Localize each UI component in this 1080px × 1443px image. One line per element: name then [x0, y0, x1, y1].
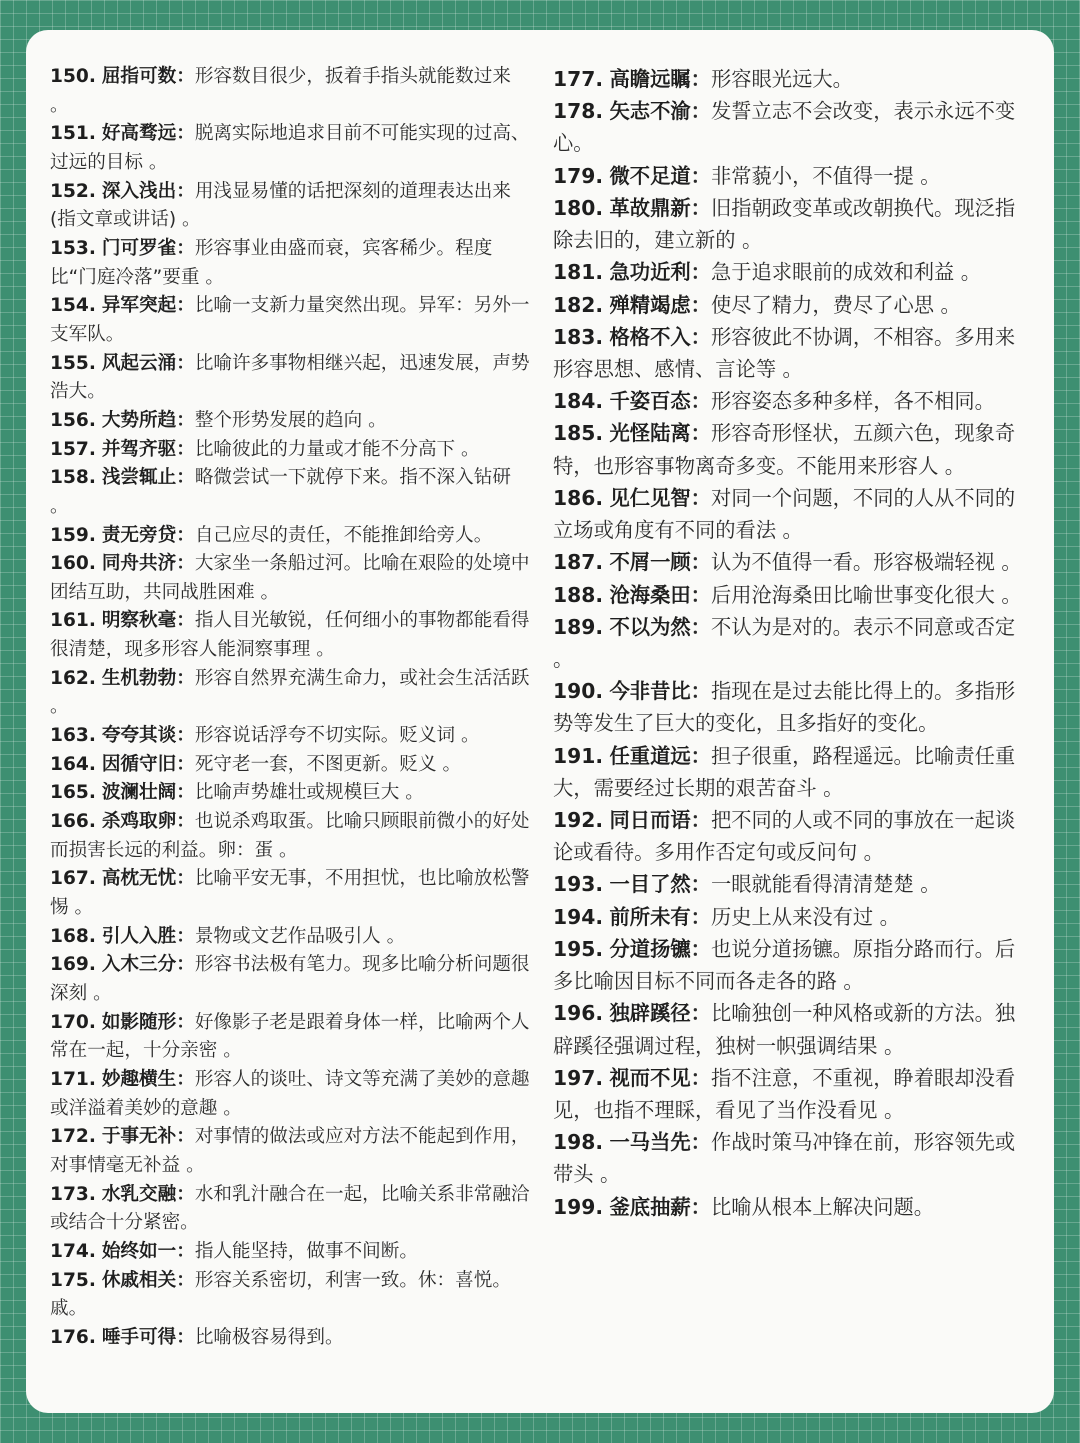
- idiom-definition: 形容人的谈吐、诗文等充满了美妙的意趣或洋溢着美妙的意趣 。: [50, 1068, 530, 1119]
- idiom-definition: 好像影子老是跟着身体一样，比喻两个人常在一起，十分亲密 。: [50, 1011, 530, 1062]
- idiom-entry: [553, 579, 1023, 611]
- idiom-definition: 比喻声势雄壮或规模巨大 。: [194, 782, 424, 804]
- idiom-definition: 后用沧海桑田比喻世事变化很大 。: [710, 582, 1022, 607]
- idiom-word: 革故鼎新: [609, 195, 691, 220]
- idiom-entry: [50, 1181, 530, 1238]
- idiom-word: 杀鸡取卵: [101, 811, 177, 833]
- entry-colon: ：: [176, 1068, 195, 1090]
- entry-colon: ：: [690, 1194, 711, 1219]
- idiom-definition: 景物或文艺作品吸引人 。: [194, 925, 406, 947]
- idiom-definition: 旧指朝政变革或改朝换代。现泛指除去旧的，建立新的 。: [553, 195, 1016, 253]
- idiom-entry: [553, 256, 1023, 288]
- idiom-entry: [553, 997, 1023, 1061]
- entry-colon: ：: [176, 782, 195, 804]
- idiom-entry: [50, 923, 530, 952]
- idiom-word: 分道扬镳: [609, 936, 691, 961]
- entry-number: 151.: [50, 123, 96, 145]
- idiom-word: 同舟共济: [101, 553, 177, 575]
- idiom-entry: [553, 1126, 1023, 1190]
- idiom-entry: [553, 1062, 1023, 1126]
- entry-colon: ：: [176, 352, 195, 374]
- entry-colon: ：: [176, 66, 195, 87]
- entry-number: 182.: [553, 292, 604, 317]
- idiom-entry: [50, 63, 530, 120]
- entry-number: 185.: [553, 421, 604, 446]
- idiom-word: 如影随形: [101, 1011, 177, 1033]
- idiom-entry: [553, 321, 1023, 385]
- idiom-entry: [553, 417, 1023, 481]
- idiom-entry: [50, 1123, 530, 1180]
- entry-number: 152.: [50, 180, 96, 202]
- entry-number: 169.: [50, 954, 96, 976]
- idiom-word: 屈指可数: [101, 66, 177, 87]
- entry-number: 163.: [50, 725, 96, 747]
- entry-number: 170.: [50, 1011, 96, 1033]
- entry-number: 158.: [50, 467, 96, 489]
- entry-number: 195.: [553, 936, 604, 961]
- idiom-word: 矢志不渝: [609, 99, 691, 124]
- entry-colon: ：: [690, 550, 711, 575]
- idiom-word: 同日而语: [609, 808, 691, 833]
- entry-number: 167.: [50, 868, 96, 890]
- entry-number: 172.: [50, 1126, 96, 1148]
- idiom-list-right: [553, 63, 1023, 1223]
- idiom-definition: 比喻平安无事，不用担忧，也比喻放松警惕 。: [50, 868, 530, 919]
- idiom-word: 始终如一: [101, 1240, 177, 1262]
- idiom-definition: 形容数目很少，扳着手指头就能数过来 。: [50, 66, 511, 116]
- idiom-word: 门可罗雀: [101, 237, 177, 259]
- idiom-word: 妙趣横生: [101, 1068, 177, 1090]
- idiom-word: 任重道远: [609, 743, 691, 768]
- idiom-word: 不屑一顾: [609, 550, 691, 575]
- entry-number: 171.: [50, 1068, 96, 1090]
- idiom-entry: [553, 63, 1023, 95]
- idiom-definition: 形容奇形怪状，五颜六色，现象奇特，也形容事物离奇多变。不能用来形容人 。: [553, 421, 1016, 478]
- entry-colon: ：: [176, 753, 195, 775]
- idiom-definition: 自己应尽的责任，不能推卸给旁人。: [194, 524, 493, 546]
- entry-number: 193.: [553, 872, 604, 897]
- entry-colon: ：: [690, 421, 711, 446]
- entry-number: 157.: [50, 438, 96, 460]
- entry-colon: ：: [176, 667, 195, 689]
- idiom-word: 并驾齐驱: [101, 438, 177, 460]
- entry-colon: ：: [690, 1001, 711, 1026]
- entry-number: 176.: [50, 1326, 96, 1348]
- idiom-word: 殚精竭虑: [609, 292, 691, 317]
- idiom-definition: 认为不值得一看。形容极端轻视 。: [710, 550, 1022, 575]
- entry-number: 159.: [50, 524, 96, 546]
- entry-colon: ：: [690, 582, 711, 607]
- idiom-entry: [50, 779, 530, 808]
- idiom-entry: [50, 808, 530, 865]
- entry-colon: ：: [176, 409, 195, 431]
- entry-colon: ：: [176, 811, 195, 833]
- idiom-word: 于事无补: [101, 1126, 177, 1148]
- entry-colon: ：: [690, 1130, 711, 1155]
- idiom-word: 沧海桑田: [609, 582, 691, 607]
- idiom-entry: [553, 901, 1023, 933]
- content-card: [26, 30, 1054, 1413]
- idiom-entry: [553, 1191, 1023, 1223]
- entry-colon: ：: [690, 485, 711, 510]
- idiom-entry: [50, 1009, 530, 1066]
- entry-number: 175.: [50, 1269, 96, 1291]
- entry-number: 153.: [50, 237, 96, 259]
- idiom-definition: 形容姿态多种多样，各不相同。: [710, 389, 995, 414]
- idiom-entry: [553, 192, 1023, 256]
- idiom-entry: [553, 675, 1023, 739]
- entry-colon: ：: [690, 324, 711, 349]
- idiom-word: 格格不入: [609, 324, 691, 349]
- entry-colon: ：: [690, 292, 711, 317]
- idiom-word: 光怪陆离: [609, 421, 691, 446]
- idiom-word: 风起云涌: [101, 352, 177, 374]
- idiom-word: 今非昔比: [609, 679, 691, 704]
- idiom-definition: 形容事业由盛而衰，宾客稀少。程度比“门庭冷落”要重 。: [50, 237, 493, 288]
- idiom-definition: 形容自然界充满生命力，或社会生活活跃 。: [50, 667, 530, 718]
- idiom-entry: [50, 1267, 530, 1324]
- idiom-word: 异军突起: [101, 295, 177, 317]
- idiom-definition: 比喻许多事物相继兴起，迅速发展，声势浩大。: [50, 352, 530, 403]
- entry-colon: ：: [690, 389, 711, 414]
- idiom-entry: [50, 665, 530, 722]
- entry-number: 156.: [50, 409, 96, 431]
- entry-number: 197.: [553, 1065, 604, 1090]
- entry-colon: ：: [176, 295, 195, 317]
- entry-colon: ：: [176, 954, 195, 976]
- idiom-definition: 比喻极容易得到。: [194, 1326, 344, 1348]
- idiom-definition: 形容书法极有笔力。现多比喻分析问题很深刻 。: [50, 954, 530, 1004]
- entry-number: 191.: [553, 743, 604, 768]
- entry-colon: ：: [176, 1011, 195, 1033]
- idiom-entry: [50, 522, 530, 551]
- idiom-entry: [553, 933, 1023, 997]
- idiom-entry: [50, 722, 530, 751]
- idiom-word: 急功近利: [609, 260, 691, 285]
- idiom-word: 大势所趋: [101, 409, 177, 431]
- entry-colon: ：: [690, 1065, 711, 1090]
- entry-number: 184.: [553, 389, 604, 414]
- idiom-entry: [50, 120, 530, 177]
- entry-colon: ：: [690, 163, 711, 188]
- idiom-entry: [553, 804, 1023, 868]
- entry-number: 179.: [553, 163, 604, 188]
- idiom-definition: 非常藐小，不值得一提 。: [710, 163, 941, 188]
- entry-number: 186.: [553, 485, 604, 510]
- idiom-definition: 比喻一支新力量突然出现。异军：另外一支军队。: [50, 295, 530, 345]
- idiom-definition: 形容关系密切，利害一致。休：喜悦。戚。: [50, 1269, 511, 1320]
- entry-number: 174.: [50, 1240, 96, 1262]
- idiom-word: 休戚相关: [101, 1269, 177, 1291]
- entry-number: 196.: [553, 1001, 604, 1026]
- entry-number: 187.: [553, 550, 604, 575]
- idiom-word: 入木三分: [101, 954, 177, 976]
- idiom-definition: 也说分道扬镳。原指分路而行。后多比喻因目标不同而各走各的路 。: [553, 936, 1016, 994]
- entry-colon: ：: [690, 614, 711, 639]
- idiom-word: 明察秋毫: [101, 610, 177, 632]
- entry-colon: ：: [176, 1240, 195, 1262]
- entry-number: 189.: [553, 614, 604, 639]
- idiom-entry: [50, 350, 530, 407]
- entry-number: 166.: [50, 811, 96, 833]
- idiom-word: 见仁见智: [609, 485, 691, 510]
- idiom-definition: 比喻独创一种风格或新的方法。独辟蹊径强调过程，独树一帜强调结果 。: [553, 1001, 1016, 1058]
- idiom-definition: 指不注意，不重视，睁着眼却没看见，也指不理睬，看见了当作没看见 。: [553, 1065, 1016, 1122]
- entry-colon: ：: [176, 553, 195, 575]
- idiom-entry: [50, 1324, 530, 1353]
- idiom-definition: 发誓立志不会改变，表示永远不变心。: [553, 99, 1016, 156]
- idiom-word: 千姿百态: [609, 389, 691, 414]
- idiom-word: 浅尝辄止: [101, 467, 177, 489]
- entry-number: 168.: [50, 925, 96, 947]
- entry-colon: ：: [176, 1326, 195, 1348]
- entry-number: 199.: [553, 1194, 604, 1219]
- idiom-definition: 整个形势发展的趋向 。: [194, 409, 387, 431]
- idiom-list-left: [50, 63, 530, 1353]
- idiom-definition: 形容说话浮夸不切实际。贬义词 。: [194, 725, 480, 747]
- idiom-word: 釜底抽薪: [609, 1194, 691, 1219]
- entry-number: 155.: [50, 352, 96, 374]
- idiom-entry: [553, 546, 1023, 578]
- entry-number: 178.: [553, 99, 604, 124]
- idiom-definition: 死守老一套，不图更新。贬义 。: [194, 753, 462, 775]
- idiom-entry: [50, 550, 530, 607]
- idiom-definition: 不认为是对的。表示不同意或否定 。: [553, 614, 1016, 671]
- entry-colon: ：: [176, 868, 195, 890]
- idiom-entry: [50, 235, 530, 292]
- idiom-word: 唾手可得: [101, 1326, 177, 1348]
- idiom-entry: [50, 1238, 530, 1267]
- idiom-entry: [50, 1066, 530, 1123]
- entry-number: 164.: [50, 753, 96, 775]
- entry-colon: ：: [690, 679, 711, 704]
- idiom-definition: 形容彼此不协调，不相容。多用来形容思想、感情、言论等 。: [553, 324, 1016, 381]
- entry-number: 183.: [553, 324, 604, 349]
- entry-colon: ：: [690, 904, 711, 929]
- idiom-word: 责无旁贷: [101, 524, 177, 546]
- entry-colon: ：: [176, 610, 195, 632]
- entry-colon: ：: [690, 743, 711, 768]
- idiom-entry: [553, 160, 1023, 192]
- idiom-definition: 历史上从来没有过 。: [710, 904, 900, 929]
- idiom-entry: [553, 868, 1023, 900]
- idiom-definition: 作战时策马冲锋在前，形容领先或带头 。: [553, 1130, 1016, 1187]
- idiom-definition: 指人能坚持，做事不间断。: [194, 1240, 418, 1262]
- entry-number: 154.: [50, 295, 96, 317]
- idiom-definition: 用浅显易懂的话把深刻的道理表达出来(指文章或讲话) 。: [50, 180, 511, 231]
- entry-colon: ：: [690, 808, 711, 833]
- idiom-word: 不以为然: [609, 614, 691, 639]
- idiom-entry: [553, 740, 1023, 804]
- idiom-word: 前所未有: [609, 904, 691, 929]
- idiom-word: 微不足道: [609, 163, 691, 188]
- idiom-entry: [50, 407, 530, 436]
- idiom-word: 因循守旧: [101, 753, 177, 775]
- entry-number: 161.: [50, 610, 96, 632]
- entry-number: 177.: [553, 67, 604, 91]
- entry-number: 173.: [50, 1183, 96, 1205]
- entry-colon: ：: [176, 180, 195, 202]
- entry-colon: ：: [176, 237, 195, 259]
- idiom-definition: 比喻从根本上解决问题。: [710, 1194, 935, 1219]
- idiom-word: 生机勃勃: [101, 667, 177, 689]
- idiom-definition: 指现在是过去能比得上的。多指形势等发生了巨大的变化，且多指好的变化。: [553, 679, 1016, 736]
- idiom-definition: 把不同的人或不同的事放在一起谈论或看待。多用作否定句或反问句 。: [553, 808, 1016, 865]
- idiom-definition: 形容眼光远大。: [710, 67, 853, 91]
- entry-colon: ：: [176, 524, 195, 546]
- entry-number: 180.: [553, 195, 604, 220]
- idiom-word: 夸夸其谈: [101, 725, 177, 747]
- entry-colon: ：: [690, 195, 711, 220]
- idiom-definition: 比喻彼此的力量或才能不分高下 。: [194, 438, 480, 460]
- entry-colon: ：: [176, 467, 195, 489]
- idiom-entry: [50, 951, 530, 1008]
- idiom-definition: 脱离实际地追求目前不可能实现的过高、过远的目标 。: [50, 123, 530, 173]
- idiom-definition: 对事情的做法或应对方法不能起到作用，对事情毫无补益 。: [50, 1126, 530, 1176]
- entry-colon: ：: [690, 99, 711, 124]
- entry-colon: ：: [176, 438, 195, 460]
- entry-colon: ：: [176, 1269, 195, 1291]
- entry-colon: ：: [690, 67, 711, 91]
- idiom-entry: [50, 607, 530, 664]
- idiom-word: 一目了然: [609, 872, 691, 897]
- entry-number: 198.: [553, 1130, 604, 1155]
- idiom-definition: 略微尝试一下就停下来。指不深入钻研 。: [50, 467, 511, 517]
- entry-number: 162.: [50, 667, 96, 689]
- idiom-entry: [50, 751, 530, 780]
- entry-colon: ：: [176, 1183, 195, 1205]
- entry-colon: ：: [690, 936, 711, 961]
- idiom-definition: 也说杀鸡取蛋。比喻只顾眼前微小的好处而损害长远的利益。卵：蛋 。: [50, 811, 530, 861]
- idiom-entry: [553, 385, 1023, 417]
- entry-number: 192.: [553, 808, 604, 833]
- idiom-entry: [50, 292, 530, 349]
- idiom-word: 好高骛远: [101, 123, 177, 145]
- idiom-entry: [553, 611, 1023, 675]
- idiom-definition: 使尽了精力，费尽了心思 。: [710, 292, 961, 317]
- idiom-entry: [553, 95, 1023, 159]
- entry-colon: ：: [176, 925, 195, 947]
- idiom-definition: 大家坐一条船过河。比喻在艰险的处境中团结互助，共同战胜困难 。: [50, 553, 530, 603]
- idiom-definition: 指人目光敏锐，任何细小的事物都能看得很清楚，现多形容人能洞察事理 。: [50, 610, 530, 661]
- entry-number: 165.: [50, 782, 96, 804]
- entry-number: 194.: [553, 904, 604, 929]
- idiom-entry: [50, 436, 530, 465]
- idiom-entry: [50, 178, 530, 235]
- idiom-definition: 水和乳汁融合在一起，比喻关系非常融洽或结合十分紧密。: [50, 1183, 530, 1234]
- idiom-entry: [50, 464, 530, 521]
- idiom-definition: 对同一个问题，不同的人从不同的立场或角度有不同的看法 。: [553, 485, 1016, 543]
- idiom-word: 深入浅出: [101, 180, 177, 202]
- entry-number: 181.: [553, 260, 604, 285]
- idiom-word: 高枕无忧: [101, 868, 177, 890]
- idiom-word: 水乳交融: [101, 1183, 177, 1205]
- idiom-word: 视而不见: [609, 1065, 691, 1090]
- idiom-entry: [553, 482, 1023, 546]
- entry-colon: ：: [176, 725, 195, 747]
- entry-colon: ：: [690, 872, 711, 897]
- idiom-word: 高瞻远瞩: [609, 67, 691, 91]
- idiom-word: 独辟蹊径: [609, 1001, 691, 1026]
- idiom-entry: [50, 865, 530, 922]
- entry-colon: ：: [176, 123, 195, 145]
- idiom-definition: 一眼就能看得清清楚楚 。: [710, 872, 941, 897]
- entry-number: 190.: [553, 679, 604, 704]
- entry-colon: ：: [690, 260, 711, 285]
- entry-colon: ：: [176, 1126, 195, 1148]
- idiom-word: 引人入胜: [101, 925, 177, 947]
- entry-number: 150.: [50, 66, 96, 87]
- idiom-entry: [553, 289, 1023, 321]
- idiom-word: 波澜壮阔: [101, 782, 177, 804]
- entry-number: 160.: [50, 553, 96, 575]
- idiom-definition: 急于追求眼前的成效和利益 。: [710, 260, 982, 285]
- idiom-word: 一马当先: [609, 1130, 691, 1155]
- entry-number: 188.: [553, 582, 604, 607]
- idiom-definition: 担子很重，路程遥远。比喻责任重大，需要经过长期的艰苦奋斗 。: [553, 743, 1016, 800]
